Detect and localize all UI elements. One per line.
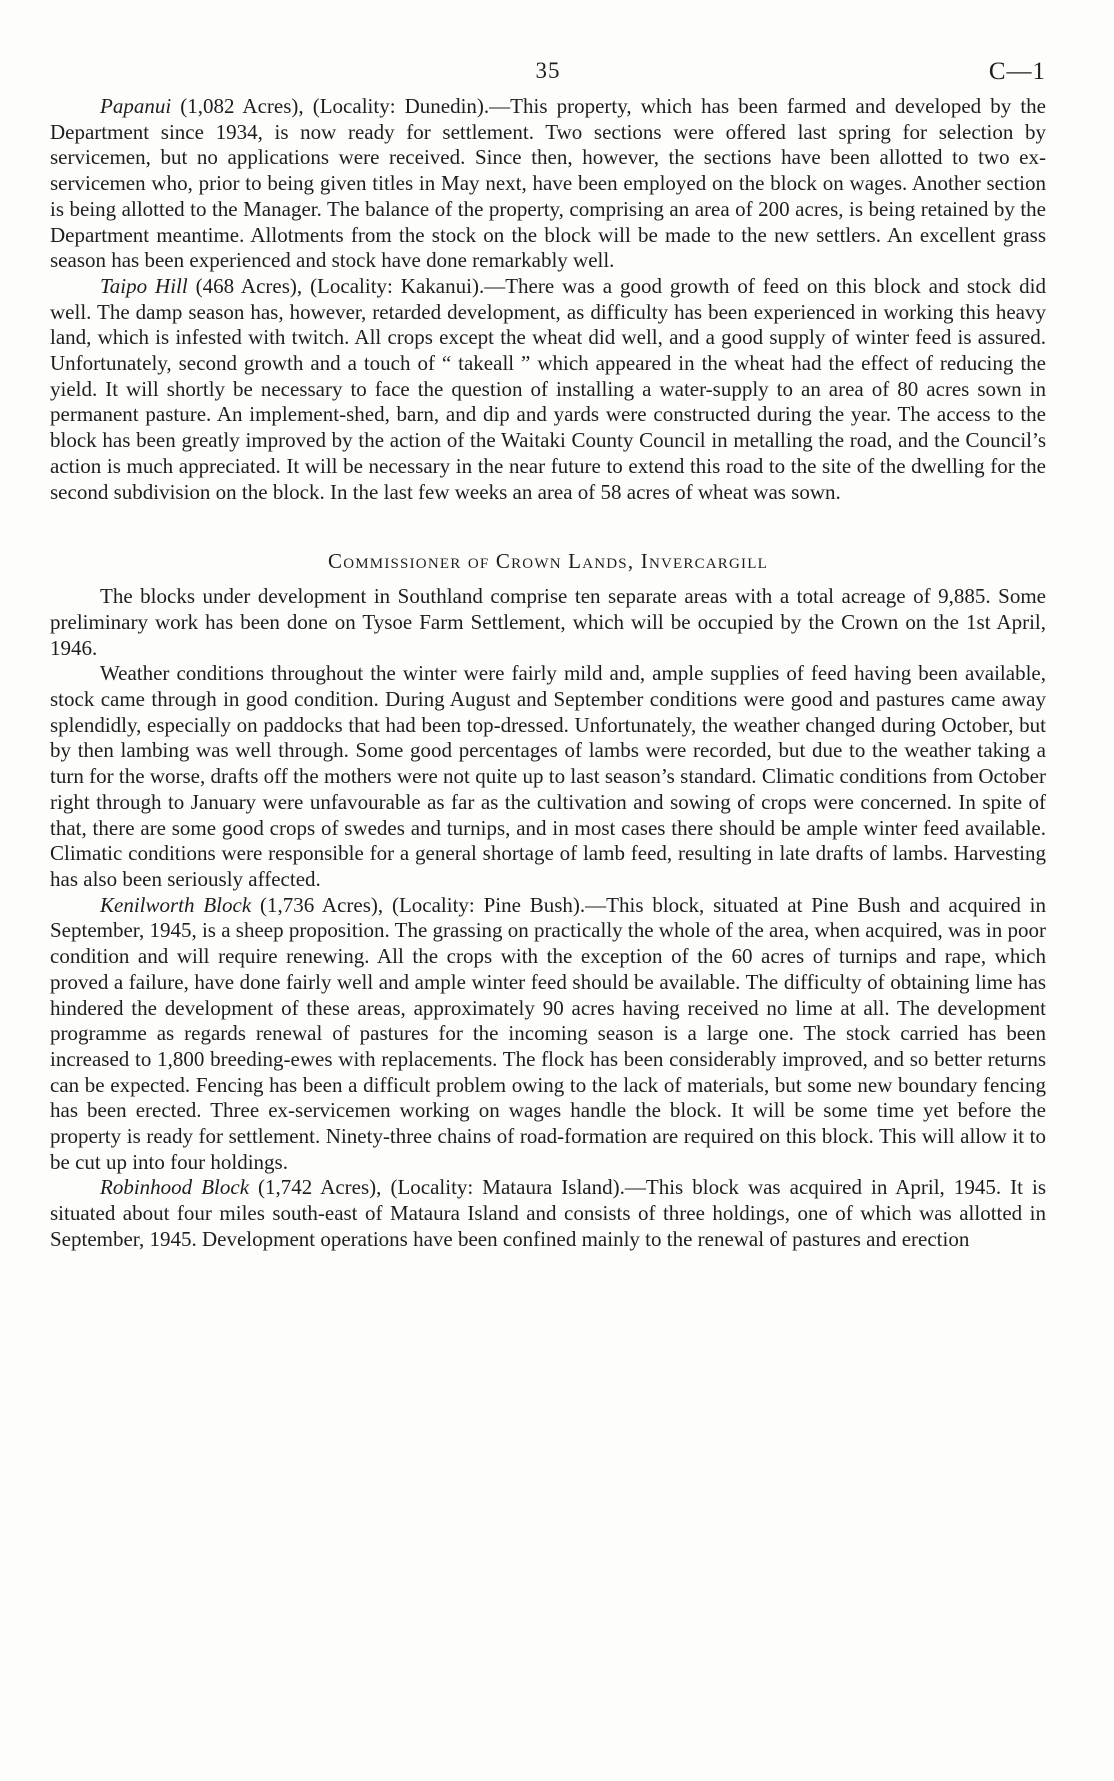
paragraph-text: Weather conditions throughout the winter were fairly mild and, ample supplies of feed having been available, stock came through in good condition. During August and September conditions were good and pastures came away splendidly, especially on paddocks that had been top-dressed. Unfortunately, the weather changed during October, but by then lambing was well through. Some good percentages of lambs were recorded, but due to the weather taking a turn for the worse, drafts off the mothers were not quite up to last season’s standard. Climatic conditions from October right through to January were unfavourable as far as the cultivation and sowing of crops were concerned. In spite of that, there are some good crops of swedes and turnips, and in most cases there should be ample winter feed available. Climatic conditions were responsible for a general shortage of lamb feed, resulting in late drafts of lambs. Harvesting has also been seriously affected.	[50, 661, 1046, 891]
paragraph-lead: Robinhood Block	[100, 1175, 250, 1200]
document-code: C—1	[988, 58, 1046, 85]
page-number: 35	[535, 58, 561, 83]
paragraph-text: (1,742 Acres), (Locality: Mataura Island).—This block was acquired in April, 1945. It is situated about four miles south-east of Mataura Island and consists of three holdings, one of which was allotted in September, 1945. Development operations have been confined mainly to the renewal of pastures and erection	[50, 1175, 1046, 1251]
page-header	[50, 58, 1046, 94]
paragraph-text: The blocks under development in Southland comprise ten separate areas with a total acreage of 9,885. Some preliminary work has been done on Tysoe Farm Settlement, which will be occupied by the Crown on the 1st April, 1946.	[50, 584, 1046, 660]
paragraph-kenilworth	[50, 893, 1046, 1176]
paragraph-text: (1,082 Acres), (Locality: Dunedin).—This property, which has been farmed and developed by the Department since 1934, is now ready for settlement. Two sections were offered last spring for selection by servicemen, but no applications were received. Since then, however, the sections have been allotted to two ex-servicemen who, prior to being given titles in May next, have been employed on the block on wages. Another section is being allotted to the Manager. The balance of the property, comprising an area of 200 acres, is being retained by the Department meantime. Allotments from the stock on the block will be made to the new settlers. An excellent grass season has been experienced and stock have done remarkably well.	[50, 94, 1046, 273]
paragraph-text: (1,736 Acres), (Locality: Pine Bush).—This block, situated at Pine Bush and acquired in September, 1945, is a sheep proposition. The grassing on practically the whole of the area, when acquired, was in poor condition and will require renewing. All the crops with the exception of the 60 acres of turnips and rape, which proved a failure, have done fairly well and ample winter feed should be available. The difficulty of obtaining lime has hindered the development of these areas, approximately 90 acres having received no lime at all. The development programme as regards renewal of pastures for the incoming season is a large one. The stock carried has been increased to 1,800 breeding-ewes with replacements. The flock has been considerably improved, and so better returns can be expected. Fencing has been a difficult problem owing to the lack of materials, but some new boundary fencing has been erected. Three ex-servicemen working on wages handle the block. It will be some time yet before the property is ready for settlement. Ninety-three chains of road-formation are required on this block. This will allow it to be cut up into four holdings.	[50, 892, 1046, 1174]
paragraph-text: (468 Acres), (Locality: Kakanui).—There was a good growth of feed on this block and stock did well. The damp season has, however, retarded development, as difficulty has been experienced in working this heavy land, which is infested with twitch. All crops except the wheat did well, and a good supply of winter feed is assured. Unfortunately, second growth and a touch of “ takeall ” which appeared in the wheat had the effect of reducing the yield. It will shortly be necessary to face the question of installing a water-supply to an area of 80 acres sown in permanent pasture. An implement-shed, barn, and dip and yards were constructed during the year. The access to the block has been greatly improved by the action of the Waitaki County Council in metalling the road, and the Council’s action is much appreciated. It will be necessary in the near future to extend this road to the site of the dwelling for the second subdivision on the block. In the last few weeks an area of 58 acres of wheat was sown.	[50, 273, 1046, 504]
paragraph-lead: Taipo Hill	[100, 273, 188, 298]
paragraph-lead: Papanui	[100, 94, 172, 118]
paragraph-papanui	[50, 94, 1046, 274]
paragraph-weather	[50, 661, 1046, 892]
paragraph-taipo-hill	[50, 274, 1046, 505]
paragraph-lead: Kenilworth Block	[100, 892, 252, 917]
section-heading: Commissioner of Crown Lands, Invercargill	[328, 549, 768, 574]
paragraph-blocks-overview	[50, 584, 1046, 661]
paragraph-robinhood	[50, 1175, 1046, 1252]
